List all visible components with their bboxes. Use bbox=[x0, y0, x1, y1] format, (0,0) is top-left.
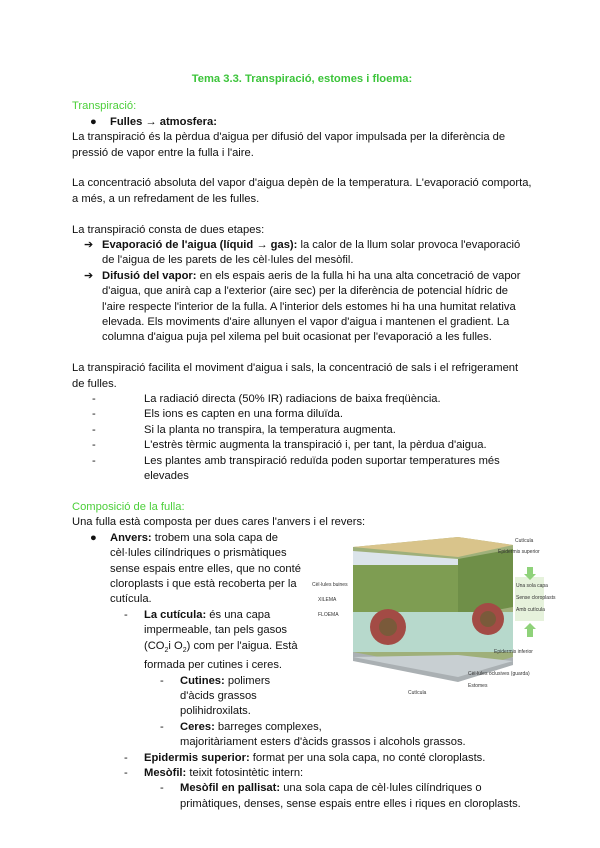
definition: format per una sola capa, no conté cloroplasts. bbox=[249, 751, 486, 764]
list-item: - Les plantes amb transpiració reduïda poden suportar temperatures més elevades bbox=[92, 454, 500, 483]
figure-box-item: Amb cutícula bbox=[516, 606, 545, 613]
list-item-mesofil: - Mesòfil: teixit fotosintètic intern: bbox=[124, 767, 304, 780]
figure-label: Estomes bbox=[468, 682, 488, 689]
bullet-fulles bbox=[72, 115, 532, 130]
definition: una sola capa de cèl·lules cilíndriques o primàtiques, denses, sense espais entre elles i riques en cloroplasts. bbox=[180, 782, 521, 810]
term: Mesòfil: bbox=[144, 767, 187, 780]
paragraph: La transpiració consta de dues etapes: bbox=[72, 223, 265, 236]
step-item bbox=[72, 238, 532, 269]
arrow-right-icon: ➔ bbox=[84, 269, 94, 282]
term: Epidermis superior: bbox=[144, 751, 250, 764]
definition: polimers d'àcids grassos polihidroxilats. bbox=[180, 674, 271, 718]
figure-box-item: Una sola capa bbox=[516, 582, 548, 589]
list-item-pallisat: - Mesòfil en pallisat: una sola capa de cèl·lules cilíndriques o primàtiques, denses, sense espais entre elles i riques en cloroplasts. bbox=[160, 782, 521, 810]
step-title: Difusió del vapor: bbox=[102, 269, 197, 282]
list-item-text: Els ions es capten en una forma diluïda. bbox=[144, 408, 344, 421]
term: Mesòfil en pallisat: bbox=[180, 782, 281, 795]
list-item-ceres: - Ceres: barreges complexes, bbox=[160, 720, 322, 733]
list-item-epidermis: - Epidermis superior: format per una sola capa, no conté cloroplasts. bbox=[124, 751, 486, 764]
bullet-text: Fulles → atmosfera: bbox=[110, 115, 217, 128]
section-heading-composicio: Composició de la fulla: bbox=[72, 500, 185, 513]
figure-label: Cutícula bbox=[515, 537, 534, 544]
figure-label: Epidermis inferior bbox=[494, 648, 533, 655]
definition: i O bbox=[168, 639, 183, 652]
paragraph: La transpiració és la pèrdua d'aigua per difusió del vapor impulsada per la diferència de pressió de vapor entre la fulla i l'aire. bbox=[72, 131, 506, 159]
list-item-cutines: - Cutines: polimers d'àcids grassos polihidroxilats. bbox=[160, 674, 271, 718]
list-item: - Si la planta no transpira, la temperatura augmenta. bbox=[92, 423, 396, 436]
step-text: la calor de la llum solar provoca l'evaporació de l'aigua de les parets de les cèl·lules del mesòfil. bbox=[102, 239, 521, 267]
list-item: - L'estrès tèrmic augmenta la transpiració i, per tant, la pèrdua d'aigua. bbox=[92, 439, 487, 452]
figure-label: XILEMA bbox=[318, 596, 337, 603]
definition: és una capa impermeable, tan pels gasos (CO bbox=[144, 608, 288, 652]
term: La cutícula: bbox=[144, 608, 207, 621]
list-item: - La radiació directa (50% IR) radiacions de baixa freqüència. bbox=[92, 393, 441, 406]
definition: teixit fotosintètic intern: bbox=[186, 767, 304, 780]
list-item-cuticula: - La cutícula: és una capa impermeable, tan pels gasos ($CO_2i$ $O_2$) com per l'aigua. Està formada per cutines i ceres. bbox=[124, 608, 298, 672]
step-text: en els espais aeris de la fulla hi ha una alta concetració de vapor d'aigua, que anirà cap a l'exterior (aire sec) per la diferència de potencial hídric de l'aire respecte l'interior de la fulla. A l'interior dels estomes hi ha una humitat relativa elevada. Els moviments d'aire allunyen el vapor d'aigua i mantenen el gradient. La columna d'aigua puja pel xilema pel buit ocasionat per l'evaporació a les fulles. bbox=[102, 269, 521, 344]
subscript: 2 bbox=[164, 646, 169, 654]
bullet-icon: ● bbox=[90, 531, 97, 544]
term: Anvers: bbox=[110, 531, 152, 544]
figure-box-item: Sense cloroplasts bbox=[516, 594, 556, 601]
definition: trobem una sola capa de cèl·lules cilíndriques o prismàtiques sense espais entre elles, que no conté cloroplasts i que està recoberta per la cutícula. bbox=[110, 531, 301, 606]
paragraph: La transpiració facilita el moviment d'aigua i sals, la concentració de sals i el refrigerament de fulles. bbox=[72, 362, 519, 390]
arrow-right-icon: ➔ bbox=[84, 239, 94, 252]
term: Ceres: bbox=[180, 720, 215, 733]
subscript: 2 bbox=[182, 646, 187, 654]
paragraph: La concentració absoluta del vapor d'aigua depèn de la temperatura. L'evaporació comporta, a més, a un refredament de les fulles. bbox=[72, 177, 532, 205]
bullet-icon: ● bbox=[90, 115, 97, 128]
definition: barreges complexes, bbox=[214, 720, 322, 733]
paragraph: majoritàriament esters d'àcids grassos i alcohols grassos. bbox=[180, 736, 466, 749]
definition: ) com per l'aigua. Està formada per cutines i ceres. bbox=[144, 639, 298, 672]
bullet-anvers bbox=[72, 531, 532, 608]
list-item-text: La radiació directa (50% IR) radiacions de baixa freqüència. bbox=[144, 393, 441, 406]
term: Cutines: bbox=[180, 674, 225, 687]
section-heading-transpiracio: Transpiració: bbox=[72, 100, 137, 113]
list-item: - Els ions es capten en una forma diluïda. bbox=[92, 408, 344, 421]
list-item-text: L'estrès tèrmic augmenta la transpiració i, per tant, la pèrdua d'aigua. bbox=[144, 439, 487, 452]
step-title: Evaporació de l'aigua (líquid → gas): bbox=[102, 239, 298, 252]
paragraph: Una fulla està composta per dues cares l'anvers i el revers: bbox=[72, 516, 366, 529]
figure-label: Cutícula bbox=[408, 689, 427, 696]
document-page bbox=[72, 72, 556, 812]
list-item-text: Les plantes amb transpiració reduïda poden suportar temperatures més elevades bbox=[144, 454, 500, 483]
step-item bbox=[72, 269, 532, 346]
figure-label: Cèl·lules buines bbox=[312, 581, 348, 588]
page-title: Tema 3.3. Transpiració, estomes i floema: bbox=[191, 73, 413, 85]
figure-label: FLOEMA bbox=[318, 611, 339, 618]
figure-label: Cèl·lules oclusives (guarda) bbox=[468, 670, 530, 677]
figure-label: Epidermis superior bbox=[498, 548, 540, 555]
list-item-text: Si la planta no transpira, la temperatura augmenta. bbox=[144, 423, 396, 436]
